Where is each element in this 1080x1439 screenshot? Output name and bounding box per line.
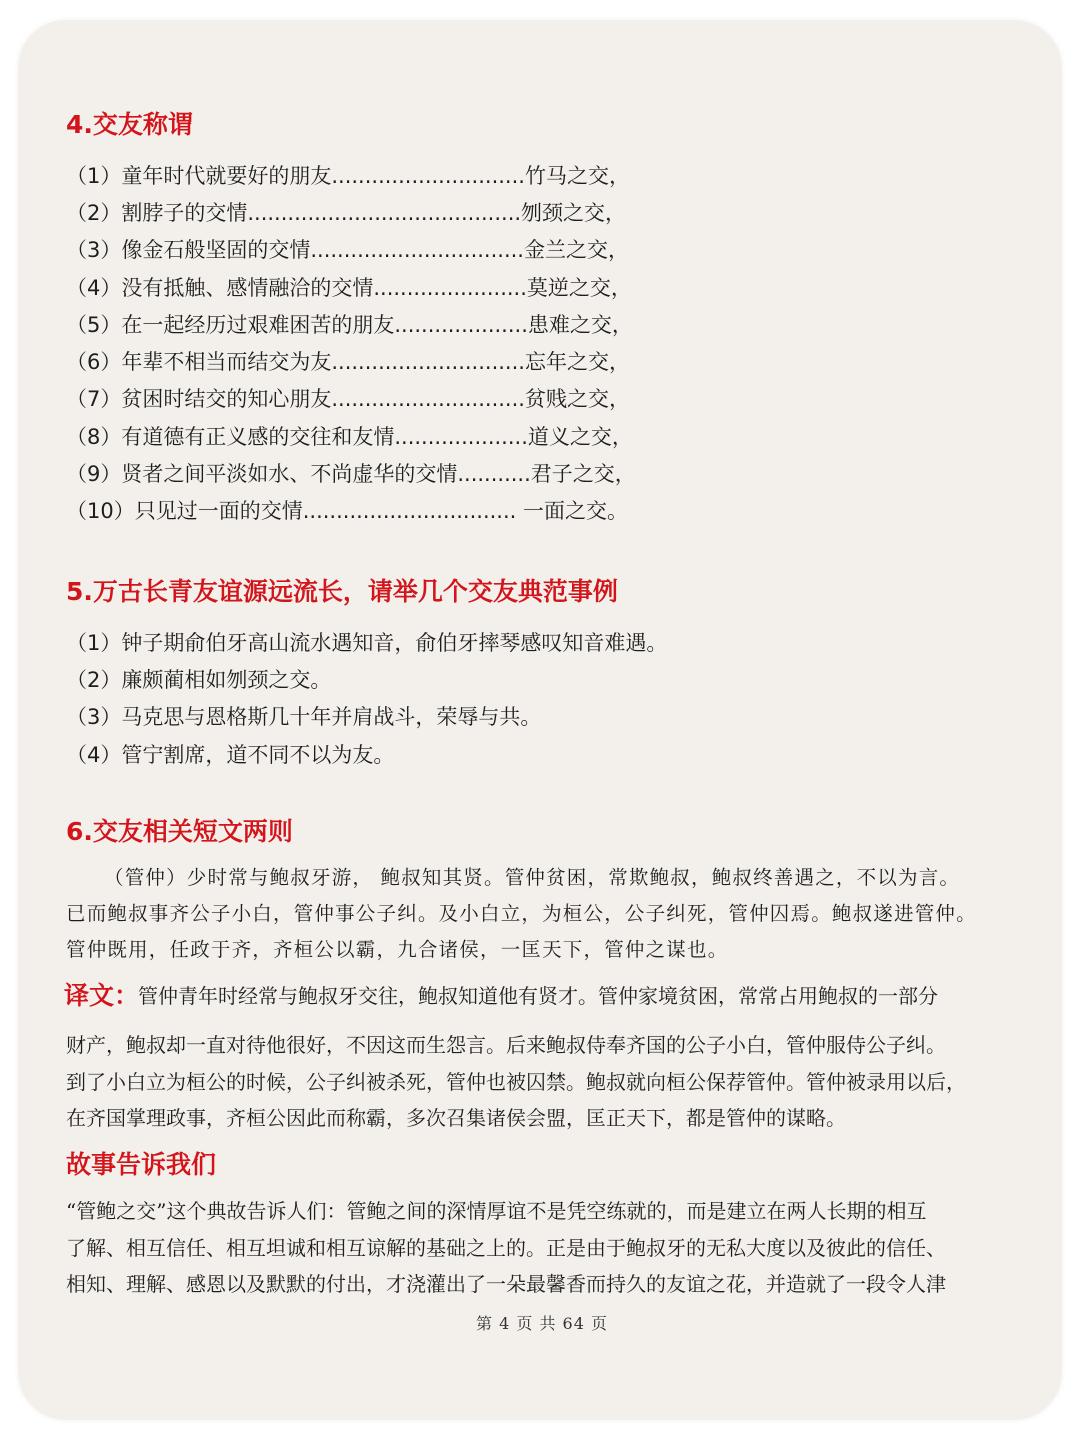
translation-line: 财产，鲍叔却一直对待他很好，不因这而生怨言。后来鲍叔侍奉齐国的公子小白，管仲服侍公子纠。 xyxy=(66,1033,946,1057)
section-5-title: 5.万古长青友谊源远流长，请举几个交友典范事例 xyxy=(66,577,618,606)
story-line: 相知、理解、感恩以及默默的付出，才浇灌出了一朵最馨香而持久的友谊之花，并造就了一段令人津 xyxy=(66,1272,946,1296)
list-item: （2）割脖子的交情.........................................刎颈之交， xyxy=(66,201,627,225)
story-line: “管鲍之交”这个典故告诉人们：管鲍之间的深情厚谊不是凭空练就的，而是建立在两人长期的相互 xyxy=(66,1199,927,1223)
translation-line: 管仲青年时经常与鲍叔牙交往，鲍叔知道他有贤才。管仲家境贫困，常常占用鲍叔的一部分 xyxy=(138,984,938,1008)
translation-line: 到了小白立为桓公的时候，公子纠被杀死，管仲也被囚禁。鲍叔就向桓公保荐管仲。管仲被录用以后， xyxy=(66,1070,966,1094)
page-number-footer: 第 4 页 共 64 页 xyxy=(476,1314,608,1333)
list-item: （1）童年时代就要好的朋友.............................竹马之交， xyxy=(66,164,630,188)
story-title: 故事告诉我们 xyxy=(66,1150,217,1179)
classical-line: （管仲）少时常与鲍叔牙游， 鲍叔知其贤。管仲贫困，常欺鲍叔，鲍叔终善遇之，不以为言。 xyxy=(104,866,961,889)
classical-line: 管仲既用，任政于齐，齐桓公以霸，九合诸侯，一匡天下，管仲之谋也。 xyxy=(66,938,729,961)
list-item: （3）马克思与恩格斯几十年并肩战斗，荣辱与共。 xyxy=(66,705,542,729)
list-item: （2）廉颇蔺相如刎颈之交。 xyxy=(66,668,332,692)
list-item: （3）像金石般坚固的交情................................金兰之交， xyxy=(66,238,629,262)
list-item: （4）管宁割席，道不同不以为友。 xyxy=(66,743,395,767)
list-item: （6）年辈不相当而结交为友.............................忘年之交， xyxy=(66,350,630,374)
list-item: （1）钟子期俞伯牙高山流水遇知音，俞伯牙摔琴感叹知音难遇。 xyxy=(66,631,668,655)
section-4-title: 4.交友称谓 xyxy=(66,110,193,139)
story-line: 了解、相互信任、相互坦诚和相互谅解的基础之上的。正是由于鲍叔牙的无私大度以及彼此的信任、 xyxy=(66,1236,946,1260)
translation-label: 译文： xyxy=(64,981,140,1010)
list-item: （9）贤者之间平淡如水、不尚虚华的交情...........君子之交， xyxy=(66,462,636,486)
list-item: （7）贫困时结交的知心朋友.............................贫贱之交， xyxy=(66,387,630,411)
list-item: （8）有道德有正义感的交往和友情....................道义之交， xyxy=(66,425,633,449)
classical-line: 已而鲍叔事齐公子小白，管仲事公子纠。及小白立，为桓公，公子纠死，管仲囚焉。鲍叔遂进管仲。 xyxy=(66,902,977,925)
list-item: （5）在一起经历过艰难困苦的朋友....................患难之交， xyxy=(66,313,633,337)
translation-line: 在齐国掌理政事，齐桓公因此而称霸，多次召集诸侯会盟，匡正天下，都是管仲的谋略。 xyxy=(66,1106,846,1130)
list-item: （4）没有抵触、感情融洽的交情.......................莫逆之交， xyxy=(66,276,632,300)
list-item: （10）只见过一面的交情................................ 一面之交。 xyxy=(66,499,629,523)
section-6-title: 6.交友相关短文两则 xyxy=(66,817,293,846)
